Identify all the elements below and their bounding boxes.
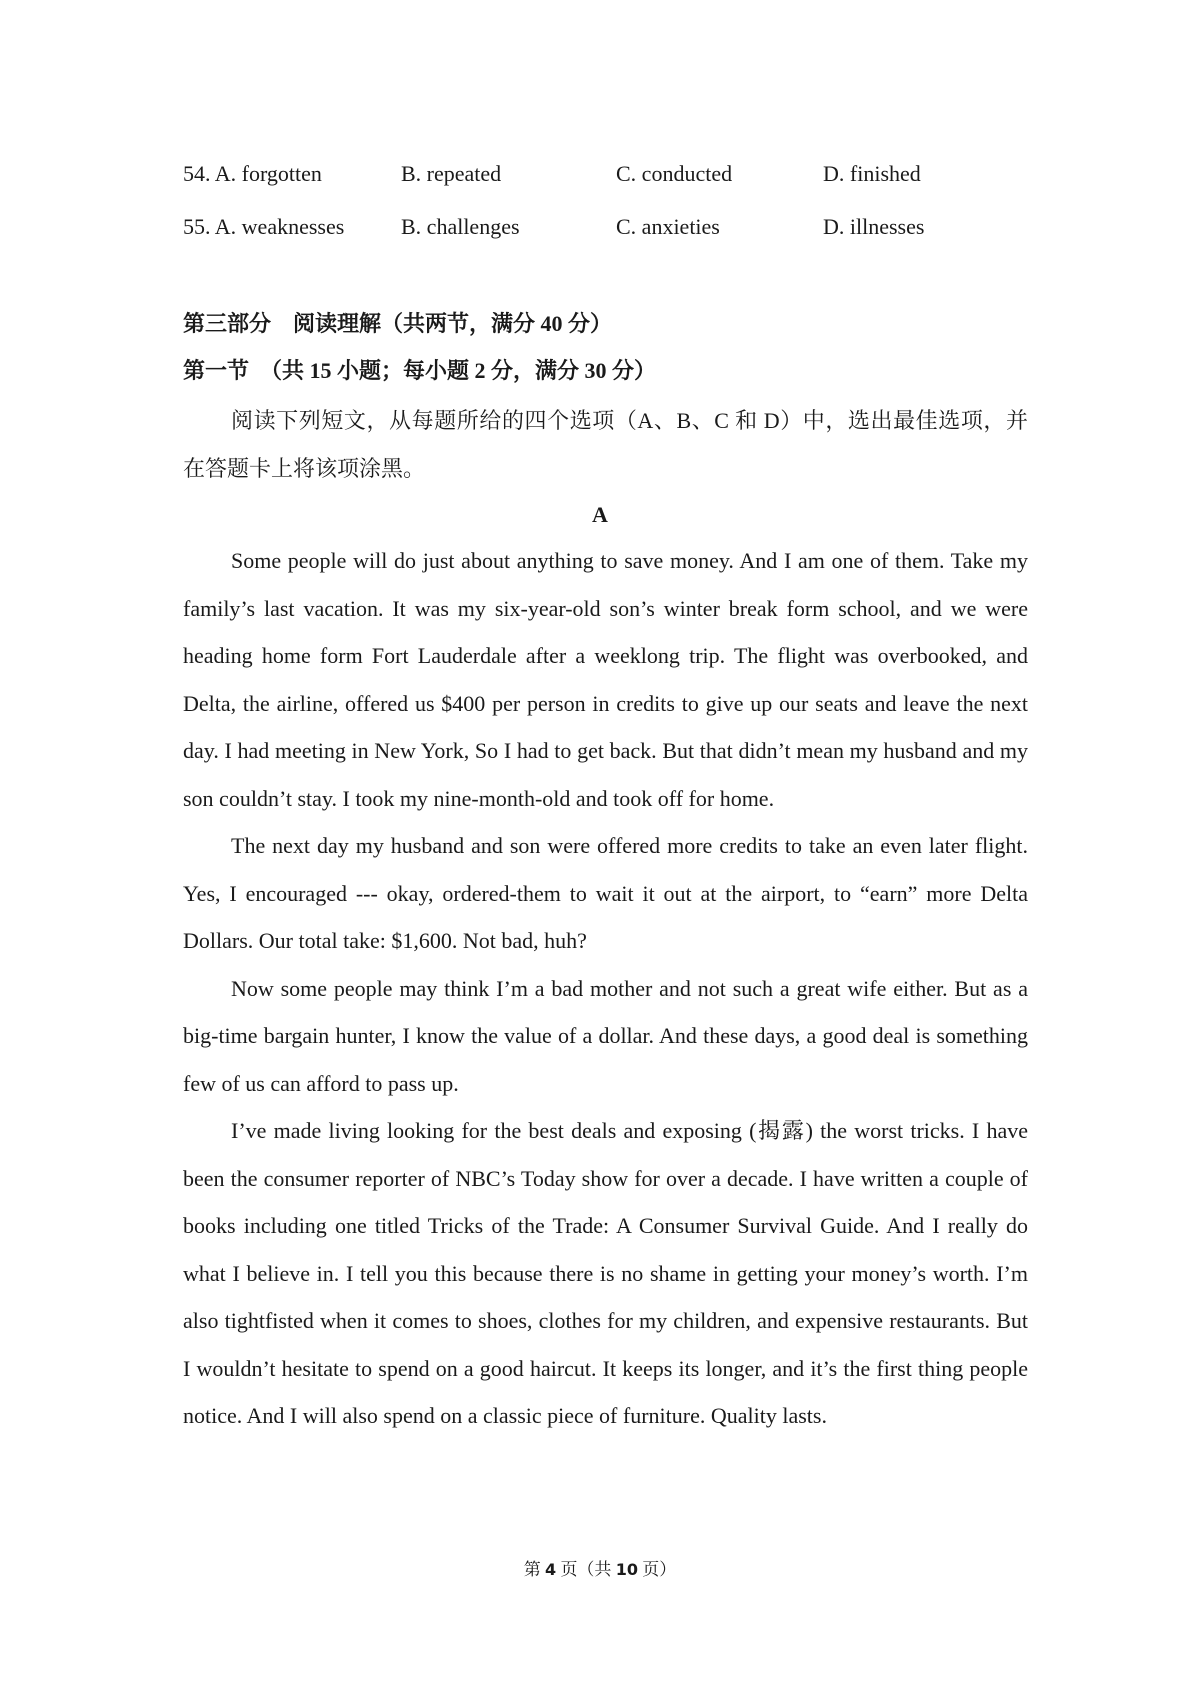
option-54-d: D. finished (823, 161, 921, 186)
option-55-c: C. anxieties (616, 214, 720, 239)
option-55-a: 55. A. weaknesses (183, 214, 345, 239)
section-one-text-c: 分，满分 (485, 358, 585, 383)
option-55-d: D. illnesses (823, 214, 925, 239)
footer-total-pages: 10 (615, 1560, 638, 1579)
section-one-text-b: 小题；每小题 (331, 358, 475, 383)
section-one-heading (183, 356, 656, 386)
instructions-text: 阅读下列短文，从每题所给的四个选项（A、B、C 和 D）中，选出最佳选项，并在答题卡上将该项涂黑。 (183, 408, 1028, 481)
option-55-b: B. challenges (401, 214, 520, 239)
part-three-title-a: 第三部分 阅读理解（共两节，满分 (183, 311, 541, 336)
footer-page-number: 4 (545, 1560, 557, 1579)
part-three-score: 40 (540, 311, 563, 336)
footer-text-post: 页） (637, 1560, 677, 1579)
section-one-text-a: 第一节 （共 (183, 358, 310, 383)
passage-paragraph-2: The next day my husband and son were offered more credits to take an even later flight. Yes, I encouraged --- okay, ordered-them to wait it out at the airport, to “earn” more Delta Dollars. Our total take: $1,600. Not bad, huh? (183, 833, 1028, 953)
footer-text-mid: 页（共 (556, 1560, 616, 1579)
option-54-a: 54. A. forgotten (183, 161, 322, 186)
option-54-c: C. conducted (616, 161, 733, 186)
section-one-text-d: 分） (606, 358, 657, 383)
passage-paragraph-3: Now some people may think I’m a bad mother and not such a great wife either. But as a big-time bargain hunter, I know the value of a dollar. And these days, a good deal is something few of us can afford to pass up. (183, 975, 1028, 1096)
passage-letter: A (592, 502, 608, 527)
footer-text-pre: 第 (523, 1560, 546, 1579)
section-one-total-score: 30 (584, 358, 607, 383)
section-one-points-each: 2 (474, 358, 486, 383)
reading-passage (183, 537, 1028, 1440)
part-three-title-b: 分） (562, 311, 613, 336)
section-one-question-count: 15 (309, 358, 332, 383)
page-footer (0, 1558, 1200, 1582)
passage-paragraph-1: Some people will do just about anything to save money. And I am one of them. Take my family’s last vacation. It was my six-year-old son’s winter break form school, and we were heading home form Fort Lauderdale after a weeklong trip. The flight was overbooked, and Delta, the airline, offered us $400 per person in credits to give up our seats and leave the next day. I had meeting in New York, So I had to get back. But that didn’t mean my husband and my son couldn’t stay. I took my nine-month-old and took off for home. (183, 548, 1028, 811)
part-three-heading (183, 309, 612, 339)
instructions (183, 397, 1028, 492)
option-54-b: B. repeated (401, 161, 502, 186)
passage-paragraph-4: I’ve made living looking for the best deals and exposing (揭露) the worst tricks. I have been the consumer reporter of NBC’s Today show for over a decade. I have written a couple of books including one titled Tricks of the Trade: A Consumer Survival Guide. And I really do what I believe in. I tell you this because there is no shame in getting your money’s worth. I’m also tightfisted when it comes to shoes, clothes for my children, and expensive restaurants. But I wouldn’t hesitate to spend on a good haircut. It keeps its longer, and it’s the first thing people notice. And I will also spend on a classic piece of furniture. Quality lasts. (183, 1118, 1028, 1428)
